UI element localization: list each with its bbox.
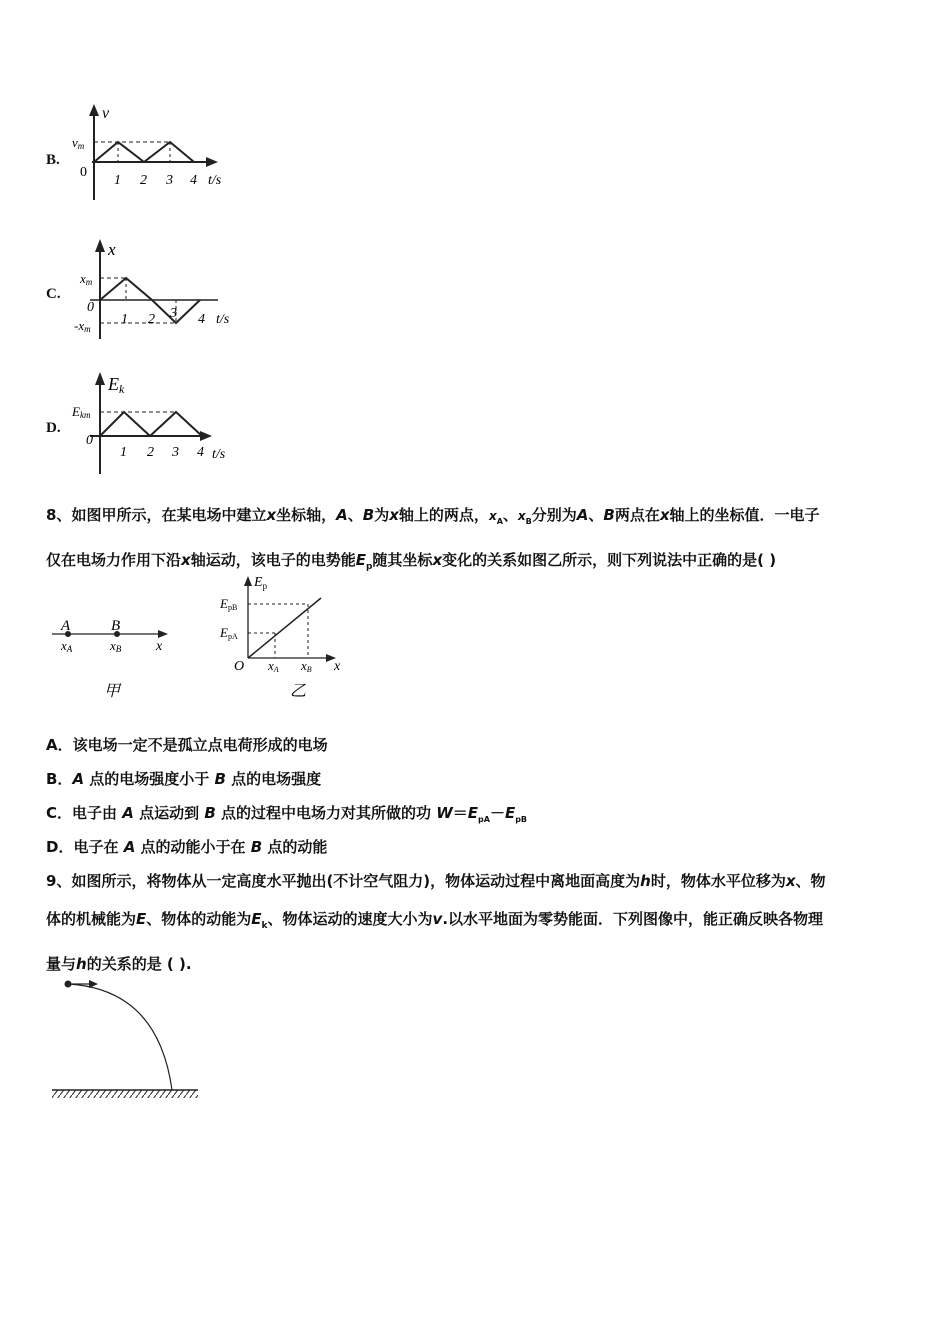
x-arrow <box>158 630 168 638</box>
x-axis-label: t/s <box>208 173 222 188</box>
graph-d-energy-time <box>70 368 245 478</box>
trajectory-curve <box>68 984 172 1090</box>
vm-label: vm <box>72 135 85 151</box>
option-b-label: B. <box>46 152 60 168</box>
tick-2: 2 <box>148 312 155 327</box>
tick-1: 1 <box>120 445 127 460</box>
tick-3: 3 <box>166 173 173 188</box>
axis-x-label: x <box>156 639 163 654</box>
q8-figure-yi <box>218 570 358 705</box>
option-c-label: C. <box>46 286 61 302</box>
y-axis-label: $E_p$ <box>254 575 268 591</box>
option-d-label: D. <box>46 420 61 436</box>
q8-figure-jia <box>44 610 184 705</box>
q8-stem: 8、如图甲所示，在某电场中建立x坐标轴，A、B为x轴上的两点，$x_A$、$x_B$分别为A、B两点在x轴上的坐标值．一电子 仅在电场力作用下沿x轴运动，该电子的电势能$E_p$随其坐标x变化的关系如图乙所示，则下列说法中正确的是( ) <box>46 506 820 572</box>
tick-1: 1 <box>114 173 121 188</box>
x-arrow <box>206 157 218 167</box>
epb-label: EpB <box>220 596 238 612</box>
ep-line <box>248 598 321 658</box>
y-arrow <box>89 104 99 116</box>
label-a: A <box>61 618 71 634</box>
graph-d-line <box>100 412 202 436</box>
axis-x-label: x <box>334 659 341 674</box>
tick-4: 4 <box>198 312 205 327</box>
caption-jia: 甲 <box>104 683 121 700</box>
q9-projectile-figure <box>48 975 208 1105</box>
epa-label: EpA <box>220 625 238 641</box>
q9-stem: 9、如图所示，将物体从一定高度水平抛出(不计空气阻力)，物体运动过程中离地面高度为h时，物体水平位移为x、物 体的机械能为E、物体的动能为$E_k$、物体运动的速度大小为v.以水平地面为零势能面．下列图像中，能正确反映各物理 量与h的关系的是 ( ). <box>46 872 826 973</box>
q8-option-d: D．电子在 A 点的动能小于在 B 点的动能 <box>46 838 328 856</box>
origin-label: 0 <box>80 165 87 180</box>
tick-4: 4 <box>197 445 204 460</box>
neg-xm-label: -xm <box>74 318 91 334</box>
xa-label: xA <box>268 658 279 674</box>
caption-yi: 乙 <box>290 683 307 700</box>
tick-3: 3 <box>170 306 177 321</box>
y-axis-label: v <box>102 105 110 122</box>
q8-option-c: C．电子由 A 点运动到 B 点的过程中电场力对其所做的功 $W=E_{pA}-E_{pB}$ <box>46 804 528 824</box>
graph-b-velocity-time <box>70 100 240 210</box>
y-arrow <box>95 239 105 252</box>
ekm-label: Ekm <box>72 404 91 420</box>
y-axis-label: Ek <box>108 374 125 396</box>
y-arrow <box>95 372 105 385</box>
y-arrow <box>244 576 252 586</box>
label-xa: xA <box>61 638 73 654</box>
tick-2: 2 <box>140 173 147 188</box>
origin-label: O <box>234 659 245 674</box>
x-axis-label: t/s <box>212 447 226 462</box>
label-xb: xB <box>110 638 122 654</box>
tick-3: 3 <box>172 445 179 460</box>
label-b: B <box>111 618 121 634</box>
q8-option-a: A．该电场一定不是孤立点电荷形成的电场 <box>46 736 328 754</box>
graph-c-displacement-time <box>70 235 245 345</box>
q8-option-b: B．A 点的电场强度小于 B 点的电场强度 <box>46 770 322 788</box>
y-axis-label: x <box>108 240 116 259</box>
tick-1: 1 <box>121 312 128 327</box>
ground-hatch <box>52 1090 198 1098</box>
tick-2: 2 <box>147 445 154 460</box>
graph-b-line <box>94 142 194 162</box>
origin-label: 0 <box>86 433 93 448</box>
tick-4: 4 <box>190 173 197 188</box>
xb-label: xB <box>301 658 312 674</box>
x-axis-label: t/s <box>216 312 230 327</box>
xm-label: xm <box>80 271 93 287</box>
origin-label: 0 <box>87 300 94 315</box>
